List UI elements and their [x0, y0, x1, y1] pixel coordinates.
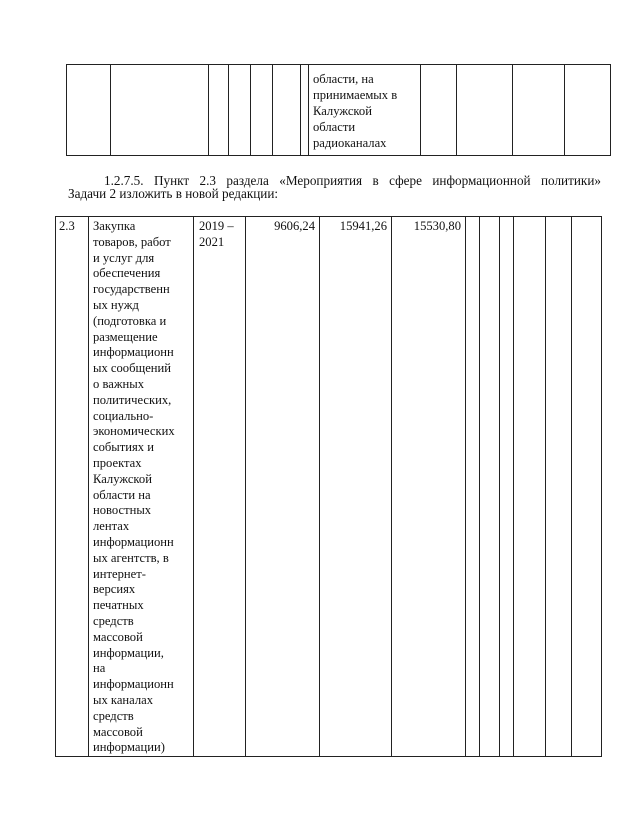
description-text: области, на принимаемых в Калужской области радиоканалах — [313, 72, 398, 150]
table-cell — [457, 65, 513, 156]
table-cell — [546, 217, 572, 757]
table-cell — [500, 217, 514, 757]
item-description: Закупка товаров, работ и услуг для обеспечения государственн ых нужд (подготовка и размещение информационн ых сообщений о важных политических, социально- экономических событиях и проектах Калужской области на новостных лентах информационн ых агентств, в интернет- версиях печатных средств массовой информации, на информационн ых каналах средств массовой информации) — [93, 219, 175, 755]
table-cell — [572, 217, 602, 757]
table-cell — [421, 65, 457, 156]
table-cell — [209, 65, 229, 156]
table-row — [56, 217, 602, 757]
value-1: 9606,24 — [274, 219, 315, 233]
measures-table — [55, 216, 602, 757]
table-cell — [480, 217, 500, 757]
table-cell — [565, 65, 611, 156]
table-cell — [513, 65, 565, 156]
table-cell — [111, 65, 209, 156]
years-cell — [194, 217, 246, 757]
value-cell — [320, 217, 392, 757]
value-cell — [246, 217, 320, 757]
item-number-cell — [56, 217, 89, 757]
value-cell — [392, 217, 466, 757]
value-3: 15530,80 — [413, 219, 461, 233]
value-2: 15941,26 — [339, 219, 387, 233]
table-row — [67, 65, 611, 156]
table-cell — [273, 65, 301, 156]
table-cell — [466, 217, 480, 757]
item-years: 2019 – 2021 — [199, 219, 234, 249]
item-number: 2.3 — [59, 219, 75, 233]
table-cell — [514, 217, 546, 757]
description-cell — [89, 217, 194, 757]
amendment-paragraph-line1: 1.2.7.5. Пункт 2.3 раздела «Мероприятия в сфере информационной политики» — [104, 173, 601, 188]
table-cell — [251, 65, 273, 156]
table-cell — [67, 65, 111, 156]
continued-table — [66, 64, 611, 156]
table-cell — [229, 65, 251, 156]
description-cell — [309, 65, 421, 156]
table-cell — [301, 65, 309, 156]
amendment-paragraph-line2: Задачи 2 изложить в новой редакции: — [68, 186, 279, 201]
